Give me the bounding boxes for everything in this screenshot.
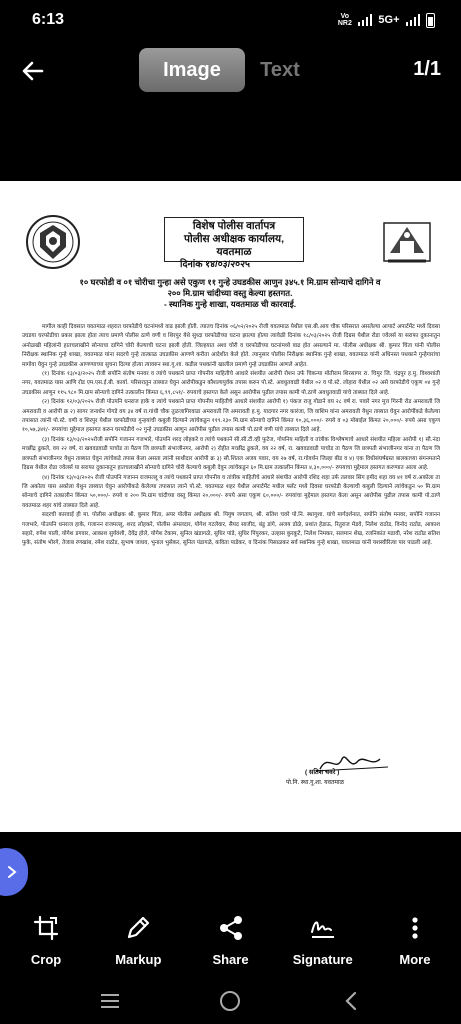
crop-icon bbox=[32, 914, 60, 942]
document-title: विशेष पोलीस वार्तापत्र bbox=[192, 220, 276, 232]
body-paragraph: सदरची कारवाई ही मा. पोलीस अधीक्षक श्री. कुमार चिंता, अपर पोलीस अधीक्षक श्री. पियुष जगताप, श्री. सतिश चवरे पो.नि. स्थागुशा. यांचे मार्गदर्शनात, सपोनि संतोष मनवर, सपोनि गजानन गजभारे, पोउपनि धनराज हाके, गजानन राजमल्लू, शरद लोहकरे, पोलीस अंमलदार, योगेश गटलेवार, सैयद साजीद, बंडु डांगे, अजय डोळे, प्रशांत हेडाऊ, रितुराज मेडवे, निलेश राठोड, विनोद राठोड, आकाश सहारे, रुपेश पाली, योगेश डगवार, आकाश सुर्यवंशी, देवेंद्र होले, योगेश टेकाम, सुनिल खंडागळे, सुधिर पांडे, सुधिर पिंपुरकर, उल्हास कुरकुटे, निलेश निमकर, सलमान शेख, रजनिकांत मडावी, नरेश राठोड सतिश फुके, संतोष भोरगे, तेजाब रणखांब, रमेश राठोड, सुभाष जाधव, भुनाल भुसेकर, सुनिल पंडागळे, कविता पाडेकर, व दिनांक पिसाळकर सर्व स्थानिक गुन्हे शाखा, यवतमाळ यांनी यशस्वीरित्या पार पाडली आहे. bbox=[22, 512, 440, 547]
status-bar bbox=[0, 0, 461, 40]
body-paragraph: मागील काही दिवसात यवतमाळ शहरात घरफोडीचे घटनांमध्ये वाढ झाली होती. त्यातच दिनांक ०६/०२/२०२५ रोजी यवतमाळ येथील एस.बी.आय चौक परिसरात असलेल्या आपार्ट अपार्टमेंट मध्ये दिवसा उघडया घरफोडीचा प्रकार झाला होता त्याच प्रमाणे पोलीस ठाणे वणी व शिरपुर येथे सुध्दा घरफोडीच्या घटना झाल्या होत्या त्यावेळी दिनांक १८/०३/२०२५ रोजी दिग्रस येथील रोडा ज्वेलर्स या सराफा दुकानातुन अनोळखी महिलांनी हातचलाखीने सोन्याचा दागिने चोरी केल्याची घटना झाली होती. जिल्हयात अशा चोरी व घरफोडीच्या घटनांमध्ये वाढ होत असल्याने मा. पोलीस अधीक्षक श्री. कुमार चिंता यांनी पोलीस निरीक्षक स्थानिक गुन्हे शाखा, यवतमाळ यांना सदरचे गुन्हे तात्काळ उघडकीस आणणे करीता आदेशीत केले होते. त्यानुसार पोलीस निरीक्षक स्थानिक गुन्हे शाखा, यवतमाळ यांनी अधिनस्त पथकाने गुन्हेगारांचा मागोवा घेवुन गुन्हे उघडकीस आणण्याच्या सुचना दिल्या होत्या त्यावरुन स्था.गु.शा. कडील पथकांनी खालील प्रमाणे गुन्हे उघडकीस आणले आहेत. bbox=[22, 324, 440, 368]
crest-emblem-icon bbox=[378, 213, 436, 271]
share-icon bbox=[217, 914, 245, 942]
body-paragraph: (४) दिनांक १३/०३/२०२५ रोजी पोउपनि गजानन राजमल्लू व त्यांचे पथकाने प्राप्त गोपनीय व तांत्रीक माहितीचे आधारे संशयीत आरोपी रशिद शहा उर्फ तलवार सिंग हमीद शहा वय ४१ वर्ष रा.अकोला ता जि अकोला यास अकोला येथुन ताब्यात घेवुन आरोपीकडे केलेल्या तपासात त्याने पो.स्टे. यवतमाळ शहर येथील अपार्टमेंट मधील फ्लॅट मध्ये दिवसा घरफोडी केल्याची कबुली दिल्याने त्यांचेकडुन ५० मि.ग्राम सोन्याचे दागिने तत्कालीन किंमत ५०,०००/- रुपये व २०० मि.ग्राम चांदीच्या वस्तु किंमत २०,०००/- रुपये असा एकुण ६०,०००/- रुपयांचा मुद्देमाल हस्तगत केला असुन आरोपीस पुढील तपास कामी पो.ठाणे यवतमाळ शहर यांचे ताब्यात दिले आहे. bbox=[22, 474, 440, 509]
crop-label: Crop bbox=[30, 952, 62, 967]
battery-icon bbox=[426, 13, 435, 28]
arrow-left-icon bbox=[22, 60, 44, 82]
document-office: पोलीस अधीक्षक कार्यालय, यवतमाळ bbox=[184, 233, 284, 258]
headline-line-2: २०० मि.ग्राम चांदीच्या वस्तु केल्या हस्तगत. bbox=[167, 288, 293, 298]
action-bar bbox=[0, 910, 461, 976]
status-icons bbox=[338, 13, 435, 28]
share-label: Share bbox=[212, 952, 249, 967]
tab-text[interactable]: Text bbox=[260, 58, 300, 81]
signature-role: पो.नि. स्था.गु.शा. यवतमाळ bbox=[286, 780, 345, 786]
more-button[interactable] bbox=[369, 910, 461, 976]
document-body bbox=[22, 323, 440, 549]
status-time: 6:13 bbox=[32, 11, 65, 28]
nav-back-button[interactable] bbox=[331, 981, 371, 1021]
system-navigation-bar bbox=[0, 978, 461, 1024]
document-image[interactable] bbox=[0, 181, 461, 832]
signature-button[interactable] bbox=[277, 910, 369, 976]
cell-signal-icon bbox=[406, 14, 421, 26]
chevron-left-icon bbox=[344, 991, 358, 1011]
markup-label: Markup bbox=[115, 952, 162, 967]
assistant-icon bbox=[4, 864, 20, 880]
home-button[interactable] bbox=[210, 981, 250, 1021]
volte-bottom-label: NR2 bbox=[337, 20, 352, 27]
markup-button[interactable] bbox=[92, 910, 184, 976]
viewer-header bbox=[0, 44, 461, 96]
page-counter: 1/1 bbox=[413, 58, 441, 80]
document-title-box bbox=[164, 217, 304, 262]
headline-line-1: १० घरफोडी व ०१ चोरीचा गुन्हा असे एकुण ११ गुन्हे उघडकीस आणुन ३४५.१ मि.ग्राम सोन्याचे दागिने व bbox=[79, 277, 381, 287]
body-paragraph: (२) दिनांक १२/०३/२०२५ रोजी पोउपनि धनराज हाके व त्यांचे पथकाने प्राप्त गोपनीय माहितीचे आधारे संशयीत आरोपी १) पंकज राजु गोडाने वय २८ वर्ष रा. पवारे नगर मुत्त गिरनी रोड अमरावती जि अमरावती व आरोपी क्र २) सागर जनार्धन गोगडे वय ३४ वर्ष रा.गांधी चौक तुळजागिरवाडा अमरावती जि अमरावती ह.मु. यादगार नगर कारंजा, जि वाशिम यांना अमरावती येथुन ताब्यात घेवुन आरोपींकडे केलेल्या तपासात त्यांनी पो.स्टे. वणी व शिरपुर येथील घरफोडीच्या गुन्हयांची कबुली दिल्याने त्यांचेकडुन ११९.२३० मि.ग्राम सोन्याचे दागिने किंमत १०,३६,०००/- रुपये व ०३ मोबाईल किंमत २०,०००/- रुपये असा एकुण १०,५७,३४१/- रुपयांचा मुद्देमाल हस्तगत करुन घरफोडीचे ०२ गुन्हे उघडकीस आणुन आरोपीस पुढील तपास कामी पो.ठाणे वणी यांचे ताब्यात दिले आहे. bbox=[22, 399, 440, 434]
home-icon bbox=[219, 990, 241, 1012]
share-button[interactable] bbox=[184, 910, 276, 976]
tab-image[interactable]: Image bbox=[139, 48, 245, 92]
signature-label: Signature bbox=[292, 952, 353, 967]
police-emblem-icon bbox=[24, 213, 82, 271]
more-vertical-icon bbox=[401, 914, 429, 942]
document-letterhead bbox=[24, 213, 436, 271]
more-label: More bbox=[399, 952, 431, 967]
body-paragraph: (३) दिनांक १३/०३/२०२५रोजी सपोनि गजानन गजभारे, पोउपनि शरद लोहकरे व त्यांचे पथकाने सी.सी.टी.व्ही फुटेज, गोपनिय माहिती व तांत्रीक विश्लेषणाचे आधारे संशयीत महिला आरोपी १) सौ.नंदा मच्छींद्र ढुकले, वय २२ वर्ष, रा खववडवाडी पाचोड ता पैठण जि छत्रपती संभाजीनगर, आरोपी २) रोहीत मच्छींद्र ढुकले, वय २२ वर्ष, रा. खववडवाडी पाचोड ता पैठण जि छत्रपती संभाजीनगर यांना ता पैठण जि छत्रपती संभाजीनगर येथुन ताब्यात घेवुन त्यांचेकडे तपास केला असता त्यांनी साथीदार आरोपी क्र ३) सौ.शितल अजय पवार, वय २७ वर्ष, रा.गोवर्धन जिल्हा बीड व ४) एक विधीसंघर्षग्रस्त बालकाच्या संगनमताने दिग्रस येथील रोडा ज्वेलर्स या सराफा दुकानातुन हातचलाखीने सोन्याचे दागिने चोरी केल्याचे कबुली देवुन त्यांचेकडुन ६० मि.ग्राम तत्कालीन किंमत ४,३०,०००/- रुपयाचा मुद्देमाल हस्तगत करण्यात आला आहे. bbox=[22, 436, 440, 472]
volte-icon bbox=[338, 13, 352, 27]
handwritten-signature bbox=[280, 747, 410, 777]
recents-icon bbox=[100, 993, 120, 1009]
pen-icon bbox=[124, 914, 152, 942]
signal-strength-icon bbox=[358, 14, 373, 26]
body-paragraph: (१) दिनांक १३/०३/२०२५ रोजी सपोनि संतोष मनवर व त्यांचे पथकाने प्राप्त गोपनीय माहितीचे आधारे संशयीत आरोपी रोशन उर्फ चिकन्या मोतीराम शिरसागर रा. चिमुर जि. चंद्रपुर ह.मु. विश्वशांती नगर, यवतमाळ यास आणि रोड एम.एस.ई.बी. कार्या. परिसरातुन ताब्यात घेवुन आरोपीकडुन कौशल्यपुर्वक तपास करुन पो.स्टे. अवधुतवाडी येथील ०२ व पो.स्टे. लोहारा येथील ०२ असे घरफोडीचे एकुण ०४ गुन्हे उघडकीस आणुन ११५.९८० मि.ग्राम सोन्याचे दागिने तत्कालीन किंमत ६,९९,८५१/- रुपयाचे हस्तगत केले असुन आरोपीस पुढील तपास कामी पो.ठाणे अवधुतवाडी यांचे ताब्यात दिले आहे. bbox=[22, 371, 440, 396]
recents-button[interactable] bbox=[90, 981, 130, 1021]
document-date: दिनांक १४/०३/२०२५ bbox=[180, 259, 250, 270]
floating-assistant-button[interactable] bbox=[0, 848, 28, 896]
signature-name: ( सतिश चवरे ) bbox=[305, 769, 340, 776]
network-type-label: 5G+ bbox=[378, 14, 400, 26]
volte-top-label: Vo bbox=[340, 13, 350, 20]
crop-button[interactable] bbox=[0, 910, 92, 976]
document-headline bbox=[40, 277, 420, 310]
back-button[interactable] bbox=[16, 54, 50, 88]
headline-line-3: - स्थानिक गुन्हे शाखा, यवतमाळ ची कारवाई. bbox=[163, 299, 297, 309]
signature-icon bbox=[309, 914, 337, 942]
